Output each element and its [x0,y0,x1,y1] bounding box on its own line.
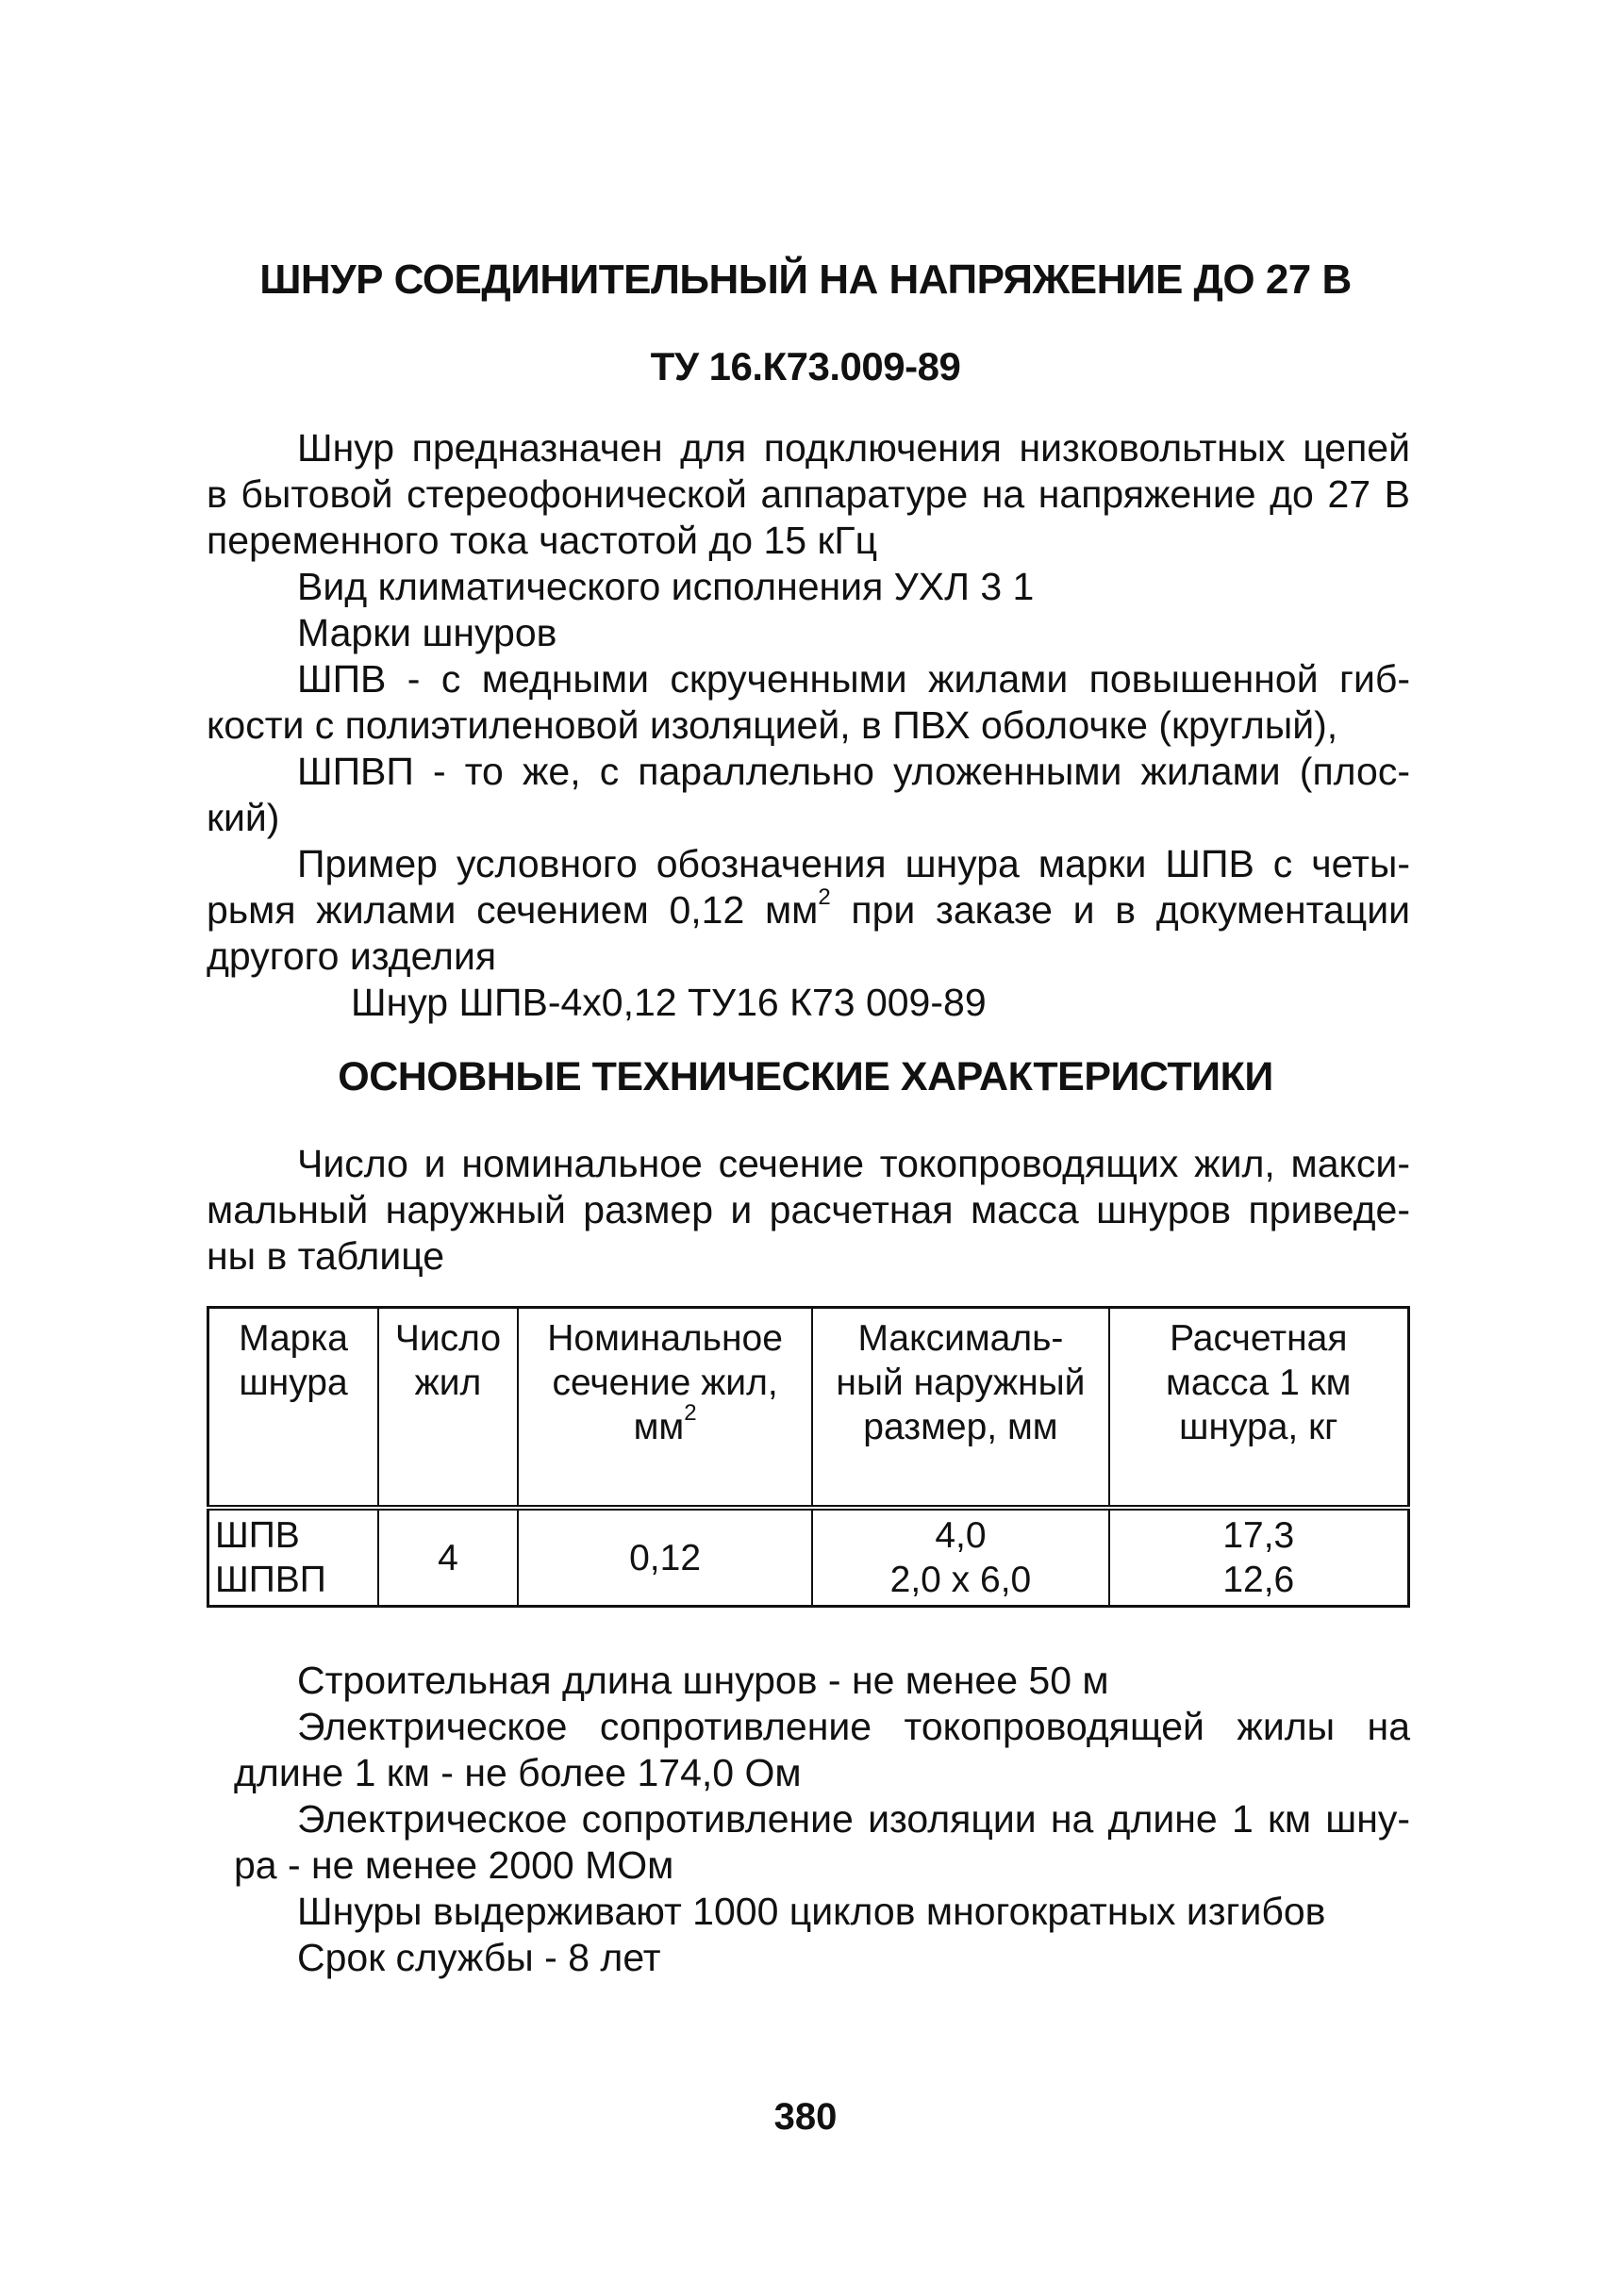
climate-line: Вид климатического исполнения УХЛ 3 1 [297,565,1035,608]
table-header-row [208,1308,1409,1509]
core-resistance-line-2: длине 1 км - не более 174,0 Ом [234,1751,802,1794]
insulation-line-2: ра - не менее 2000 МОм [234,1843,674,1887]
table-row [208,1508,1409,1607]
marks-label: Марки шнуров [297,611,557,654]
intro-line-2: в бытовой стереофонической аппаратуре на напряжение до 27 В [207,472,1410,516]
intro-line-1: Шнур предназначен для подключения низковольтных цепей [297,426,1410,470]
section-title: ОСНОВНЫЕ ТЕХНИЧЕСКИЕ ХАРАКТЕРИСТИКИ [338,1054,1273,1099]
core-resistance-line-1: Электрическое сопротивление токопроводящей жилы на [297,1705,1410,1748]
table-intro-line-3: ны в таблице [207,1234,445,1278]
table-intro-line-1: Число и номинальное сечение токопроводящих жил, макси- [297,1142,1410,1185]
example-line-2 [207,884,1410,933]
cell-sizes: 4,0 2,0 х 6,0 [812,1508,1108,1607]
mark-shpv-line-2: кости с полиэтиленовой изоляцией, в ПВХ оболочке (круглый), [207,703,1338,747]
mark-shpv-line-1: ШПВ - с медными скрученными жилами повышенной гиб- [297,657,1410,701]
intro-line-3: переменного тока частотой до 15 кГц [207,519,878,562]
header-mm-squared-sup: 2 [684,1400,697,1426]
document-title: ШНУР СОЕДИНИТЕЛЬНЫЙ НА НАПРЯЖЕНИЕ ДО 27 В [259,256,1352,303]
service-life-line: Срок службы - 8 лет [297,1936,661,1979]
cell-cores: 4 [378,1508,518,1607]
header-mass: Расчетная масса 1 км шнура, кг [1109,1308,1409,1509]
spec-code: ТУ 16.К73.009-89 [650,344,961,388]
cell-masses: 17,3 12,6 [1109,1508,1409,1607]
bending-line: Шнуры выдерживают 1000 циклов многократных изгибов [297,1890,1326,1933]
spec-table [207,1306,1410,1608]
example-line-2-rest: при заказе и в документации [830,888,1410,932]
header-mark: Марка шнура [208,1308,379,1509]
mm-squared-sup: 2 [818,884,831,910]
mark-shpvp-line-1: ШПВП - то же, с параллельно уложенными жилами (плос- [297,750,1410,793]
length-line: Строительная длина шнуров - не менее 50 м [297,1659,1109,1702]
cell-section: 0,12 [518,1508,813,1607]
example-line-3: другого изделия [207,934,497,978]
example-line-1: Пример условного обозначения шнура марки ШПВ с четы- [297,842,1410,885]
header-cores: Число жил [378,1308,518,1509]
header-section: Номинальное сечение жил, $мм^2$ [518,1308,813,1509]
page-number: 380 [773,2096,838,2138]
example-line-2-text: рьмя жилами сечением 0,12 мм [207,888,819,932]
example-designation: Шнур ШПВ-4х0,12 ТУ16 К73 009-89 [351,981,987,1024]
mark-shpvp-line-2: кий) [207,796,280,839]
header-size: Максималь- ный наружный размер, мм [812,1308,1108,1509]
table-intro-line-2: мальный наружный размер и расчетная масса шнуров приведе- [207,1188,1410,1231]
insulation-line-1: Электрическое сопротивление изоляции на длине 1 км шну- [297,1797,1410,1841]
cell-marks: ШПВ ШПВП [208,1508,379,1607]
